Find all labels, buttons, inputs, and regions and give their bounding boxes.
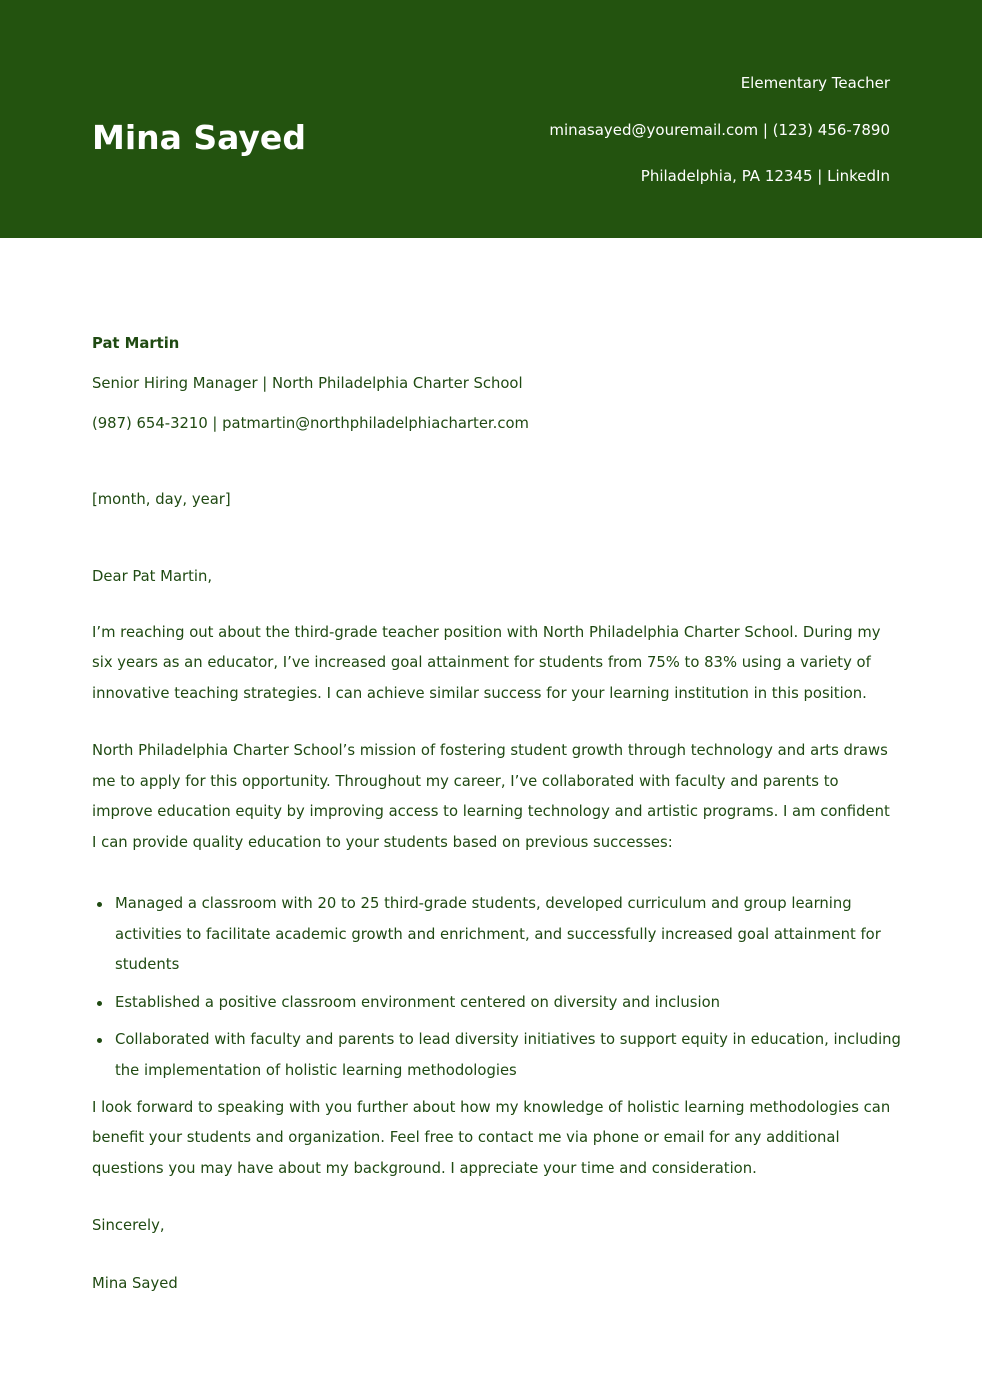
list-item: Managed a classroom with 20 to 25 third-grade students, developed curriculum and group learning activities to facilitate academic growth and enrichment, and successfully increased goal attainment for students bbox=[115, 889, 915, 981]
achievements-list bbox=[92, 889, 915, 1093]
recipient-contact: (987) 654-3210 | patmartin@northphiladelphiacharter.com bbox=[92, 415, 529, 432]
paragraph-mission: North Philadelphia Charter School’s mission of fostering student growth through technology and arts draws me to apply for this opportunity. Throughout my career, I’ve collaborated with faculty and parents to improve education equity by improving access to learning technology and artistic programs. I am confident I can provide quality education to your students based on previous successes: bbox=[92, 742, 890, 851]
paragraph-closing: I look forward to speaking with you further about how my knowledge of holistic learning methodologies can benefit your students and organization. Feel free to contact me via phone or email for any additional questions you may have about my background. I appreciate your time and consideration. bbox=[92, 1099, 891, 1177]
sender-name: Mina Sayed bbox=[92, 118, 306, 157]
sender-location: Philadelphia, PA 12345 | LinkedIn bbox=[640, 167, 890, 185]
sender-contact: minasayed@youremail.com | (123) 456-7890 bbox=[549, 121, 890, 139]
recipient-title: Senior Hiring Manager | North Philadelphia Charter School bbox=[92, 375, 523, 392]
letter-header bbox=[0, 0, 982, 238]
closing-phrase: Sincerely, bbox=[92, 1217, 165, 1234]
salutation: Dear Pat Martin, bbox=[92, 568, 213, 585]
sender-job-title: Elementary Teacher bbox=[740, 74, 890, 92]
letter-date: [month, day, year] bbox=[92, 491, 231, 508]
list-item: Established a positive classroom environment centered on diversity and inclusion bbox=[115, 988, 915, 1019]
recipient-name: Pat Martin bbox=[92, 335, 180, 352]
paragraph-intro: I’m reaching out about the third-grade teacher position with North Philadelphia Charter School. During my six years as an educator, I’ve increased goal attainment for students from 75% to 83% using a variety of innovative teaching strategies. I can achieve similar success for your learning institution in this position. bbox=[92, 624, 881, 702]
list-item: Collaborated with faculty and parents to lead diversity initiatives to support equity in education, including the implementation of holistic learning methodologies bbox=[115, 1025, 915, 1086]
signature-name: Mina Sayed bbox=[92, 1275, 178, 1292]
